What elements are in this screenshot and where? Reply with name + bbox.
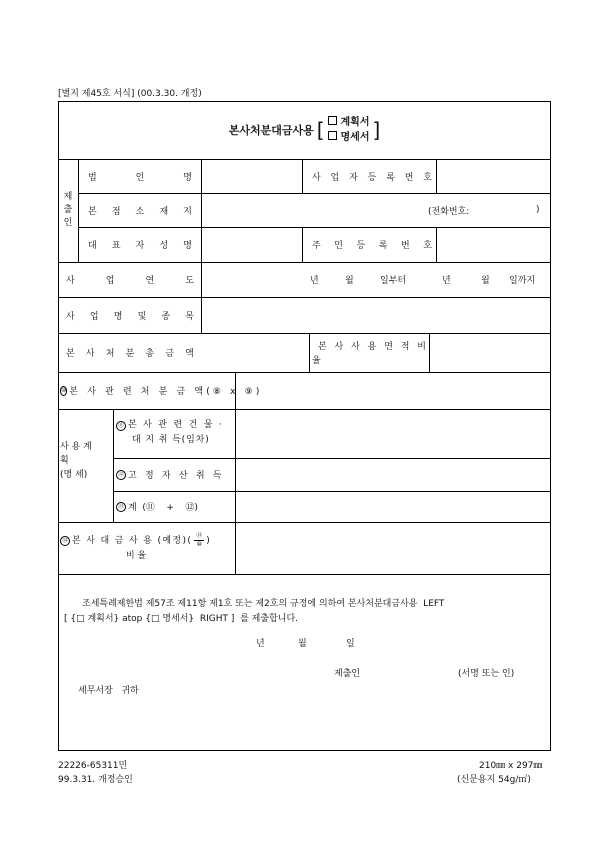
disposal-total-label: 본 사 처 분 총 금 액: [66, 349, 194, 359]
addressee: 세무서장 귀하: [78, 686, 139, 696]
form-title: 본사처분대금사용 [ 계획서 명세서 ]: [228, 117, 381, 143]
title-option-statement[interactable]: 명세서: [328, 130, 370, 145]
subtotal-label: ⑬ 계 (⑪ + ⑫): [117, 502, 198, 513]
hq-location-label: 본 점 소 재 지: [88, 206, 192, 217]
hq-related-disposal-field[interactable]: [236, 373, 550, 408]
declaration-line-2: [ {□ 계획서} atop {□ 명세서} RIGHT ] 를 제출합니다.: [64, 614, 299, 624]
fixed-asset-acquisition-label: ⑫ 고 정 자 산 취 득: [117, 470, 225, 481]
corp-name-field[interactable]: [202, 160, 301, 192]
title-main: 본사처분대금사용: [228, 124, 314, 137]
corp-name-label: 법 인 명: [88, 172, 192, 183]
usage-plan-group-label: 사 용 계 획 (명 세): [60, 442, 92, 480]
paper-size: 210㎜ x 297㎜: [479, 761, 543, 771]
hq-location-field[interactable]: (전화번호: ): [428, 205, 540, 217]
declaration-submitter-label: 제출인: [334, 669, 361, 679]
form-header: [별지 제45호 서식] (00.3.30. 개정): [58, 89, 202, 99]
hq-area-ratio-label: 본 사 사 용 면 적 비 율: [312, 342, 426, 366]
business-type-field[interactable]: [202, 298, 550, 332]
disposal-total-field[interactable]: [202, 334, 308, 371]
title-option-plan[interactable]: 계획서: [328, 115, 370, 130]
form-code: 22226-65311민: [58, 761, 128, 771]
declaration-line-1: 조세특례제한법 제57조 제11항 제1호 또는 제2호의 규정에 의하여 본사처분대금사용 LEFT: [82, 599, 445, 609]
paper-type: (신문용지 54g/㎡): [457, 775, 531, 785]
building-land-acquisition-label: ⑪ 본 사 관 련 건 물 · 대 지 취 득(임차): [117, 420, 224, 445]
business-year-label: 사 업 연 도: [66, 276, 194, 286]
checkbox-icon: [328, 116, 337, 125]
date-year: 년: [256, 639, 265, 649]
submitter-group-label: 제출인: [63, 192, 73, 228]
phone-label: (전화번호:: [428, 206, 470, 217]
hq-area-ratio-field[interactable]: [430, 334, 550, 371]
resident-no-label: 주 민 등 록 번 호: [312, 241, 432, 251]
signature-label: (서명 또는 인): [458, 669, 515, 679]
rep-name-label: 대 표 자 성 명: [88, 241, 192, 251]
checkbox-icon: [328, 131, 337, 140]
fixed-asset-acquisition-field[interactable]: [236, 459, 550, 490]
subtotal-field[interactable]: [236, 492, 550, 521]
date-day: 일: [346, 639, 355, 649]
biz-reg-label: 사 업 자 등 록 번 호: [312, 172, 432, 183]
resident-no-field[interactable]: [437, 228, 550, 261]
biz-reg-field[interactable]: [437, 160, 550, 192]
business-type-label: 사 업 명 및 종 목: [66, 311, 194, 322]
hq-related-disposal-label: ⑩ 본 사 관 련 처 분 금 액(⑧ x ⑨): [61, 386, 263, 397]
building-land-acquisition-field[interactable]: [236, 410, 550, 457]
rep-name-field[interactable]: [202, 228, 301, 261]
hq-payment-ratio-field[interactable]: [236, 523, 550, 573]
hq-payment-ratio-label: ⑭ 본 사 대 금 사 용 (예정)( ⑬ ⑩ ) 비 율: [61, 532, 210, 561]
date-month: 월: [298, 639, 307, 649]
approval-note: 99.3.31. 개정승인: [58, 775, 133, 785]
business-year-field[interactable]: 년 월 일부터 년 월 일까지: [310, 276, 536, 286]
